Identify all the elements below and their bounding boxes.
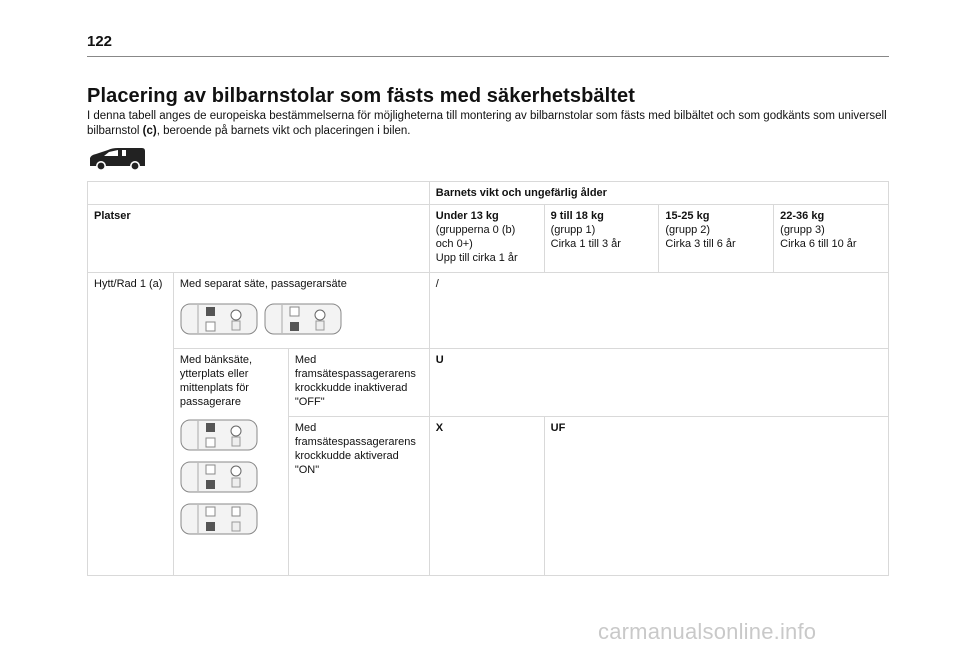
weight-group-line: Cirka 6 till 10 år (780, 238, 857, 250)
airbag-on-line: "ON" (294, 464, 320, 476)
table-row (88, 182, 889, 205)
bench-seat-line: ytterplats eller (179, 368, 249, 380)
bench-seat-line: passagerare (179, 396, 242, 408)
airbag-off-line: framsätespassagerarens (294, 368, 416, 380)
airbag-off-line: Med (294, 354, 317, 366)
airbag-on-value-group0: X (429, 417, 544, 576)
weight-group-cell (659, 205, 774, 273)
bench-seat-line: Med bänksäte, (179, 354, 253, 366)
row-label-cell: Hytt/Rad 1 (a) (88, 273, 174, 576)
page-title: Placering av bilbarnstolar som fästs med säkerhetsbältet (87, 85, 636, 107)
airbag-off-value: U (429, 349, 888, 417)
weight-group-cell (544, 205, 659, 273)
bench-seat-cell (173, 349, 288, 576)
weight-group-title: Under 13 kg (435, 210, 499, 222)
airbag-on-line: krockkudde aktiverad (294, 450, 399, 462)
table-row (88, 205, 889, 273)
airbag-on-value-other: UF (544, 417, 888, 576)
watermark: carmanualsonline.info (598, 619, 817, 644)
separate-seat-cell (173, 273, 429, 349)
separate-seat-label: Med separat säte, passagerarsäte (179, 278, 347, 290)
weight-group-cell (429, 205, 544, 273)
page-number: 122 (87, 33, 113, 50)
car-seat-diagram-icon (180, 419, 258, 451)
weight-group-line: (grupp 1) (550, 224, 596, 236)
weight-group-title: 9 till 18 kg (550, 210, 604, 222)
weight-group-line: Upp till cirka 1 år (435, 252, 518, 264)
weight-group-title: 22-36 kg (780, 210, 825, 222)
weight-group-line: (grupperna 0 (b) (435, 224, 516, 236)
airbag-on-line: Med (294, 422, 317, 434)
seat-table (87, 181, 889, 576)
places-header: Platser (88, 205, 430, 273)
airbag-off-line: "OFF" (294, 396, 325, 408)
car-seat-diagram-icon (180, 461, 258, 493)
weight-header: Barnets vikt och ungefärlig ålder (429, 182, 888, 205)
van-icon (88, 146, 148, 172)
airbag-on-line: framsätespassagerarens (294, 436, 416, 448)
airbag-on-cell (288, 417, 429, 576)
header-divider (87, 56, 889, 57)
weight-group-title: 15-25 kg (665, 210, 710, 222)
bench-seat-line: mittenplats för (179, 382, 249, 394)
table-header-empty (88, 182, 430, 205)
table-row (88, 349, 889, 417)
weight-group-line: och 0+) (435, 238, 473, 250)
intro-bold-ref: (c) (142, 125, 157, 137)
airbag-off-cell (288, 349, 429, 417)
weight-group-cell (774, 205, 889, 273)
car-seat-diagram-icon (264, 303, 342, 335)
weight-group-line: Cirka 1 till 3 år (550, 238, 621, 250)
weight-group-line: Cirka 3 till 6 år (665, 238, 736, 250)
intro-text-start: I denna tabell anges de europeiska bestämmelserna för möjligheterna till montering av bilbarnstolar som fästs med bilbältet och som godkänts som universell bilbarnstol (87, 110, 887, 137)
weight-group-line: (grupp 3) (780, 224, 825, 236)
intro-paragraph (87, 109, 887, 139)
airbag-off-line: krockkudde inaktiverad (294, 382, 408, 394)
weight-group-line: (grupp 2) (665, 224, 711, 236)
separate-seat-value: / (429, 273, 888, 349)
car-seat-diagram-icon (180, 303, 258, 335)
car-seat-diagram-icon (180, 503, 258, 535)
intro-text-end: , beroende på barnets vikt och placeringen i bilen. (156, 125, 411, 137)
table-row (88, 273, 889, 349)
